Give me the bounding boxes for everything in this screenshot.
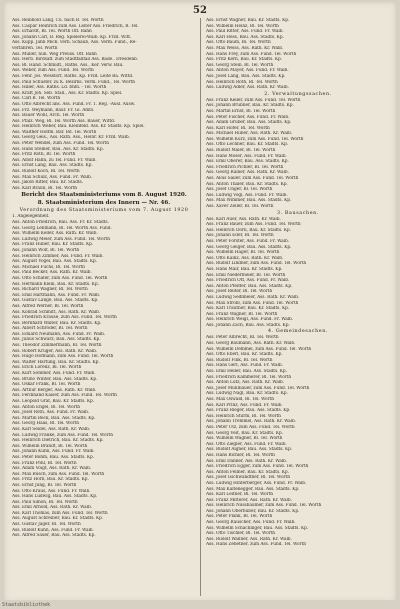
text-line: Ass. Ludwig Sedlmeier, Ass. Rath. Kr. Walb. xyxy=(206,294,300,300)
text-line: Ass. Paul Schuster, zu K. Bezirks. Verm. Fund., Tel. Worth xyxy=(12,79,135,85)
text-line: Ass. Hugo Hofmann, zum Ass. Fund. Tel. Worth xyxy=(12,354,114,360)
text-line: Ass. Franz Wagner, Bl. Tel. Worth xyxy=(206,311,278,317)
text-line: Ass. Ludwig Meier, zum Ass. Fund. Tel. Worth xyxy=(12,236,110,242)
text-line: Ass. Paul Ritter, Ass. Fund. Fr. Walb. xyxy=(206,29,284,35)
text-line: Ass. Anton Thaler, Bau. Kr. Stadts. Kp. xyxy=(206,181,288,187)
text-line: Ass. Alfred Sauer, Bau. Ass. Stadts. Kp. xyxy=(12,533,96,539)
text-line: Ass. Gustav Lange, Bau. Ass. Stadts. Kp. xyxy=(12,298,99,304)
text-line: Ass. Bauer Wohl, Arch. Tel. Worth xyxy=(12,113,85,119)
text-line: Ass. Walter Hartung, Bau. Kr. Stadts. Kp. xyxy=(12,359,100,365)
text-line: Ass. Emil Niedermeier, Bl. Tel. Worth xyxy=(206,272,286,278)
text-line: 1. Angelegenheit. xyxy=(12,214,50,220)
text-line: Ass. Peter Utz, zum Ass. Fund. Tel. Worth xyxy=(206,424,295,430)
text-line: Ass. Heinrich Dorn, Bau. Kr. Stadts. Kp. xyxy=(206,227,291,233)
text-line: Ass. Franz Mitterer, Ass. Rath. Kr. Walb. xyxy=(206,497,292,503)
text-line: Ass. Karl Braun, Bl. Tel. Worth xyxy=(12,185,78,191)
text-line: Ass. Michael Huber, Ass. Rath. Kr. Walb. xyxy=(206,131,293,137)
text-line: Ass. Anton Engel, Bl. Tel. Worth xyxy=(12,404,80,410)
text-line: Ass. Johann Tremmel, Ass. Rath. Kr. Walb. xyxy=(206,419,296,425)
footer-strip xyxy=(0,600,400,609)
text-line: Ass. Fehr. Jos. Wesstorf, Raths. Kp. Frzd. Leite Ba. Wittd. xyxy=(12,73,134,79)
page-number: 52 xyxy=(193,5,207,16)
text-line: Ass. Rudolf Lindner, zum Ass. Fund. Tel. Worth xyxy=(206,261,307,267)
text-line: Ass. Georg Baumann, Ass. Rath. Kr. Walb. xyxy=(206,341,296,347)
text-line: Ass. Ferdinand Kaiser, zum Ass. Fund. Tel. Worth xyxy=(12,393,117,399)
text-line: Ass. Peter Forster, Ass. Fund. Fr. Walb. xyxy=(206,238,289,244)
section-heading: 4. Gemeindesachen. xyxy=(267,329,329,335)
text-line: Ass. Otto Tischler, Bl. Tel. Worth xyxy=(206,531,276,537)
text-line: Ass. Peter Albrecht, Bl. Tel. Worth xyxy=(206,335,279,341)
text-line: Ass. Johann Brunner, Bau. Kr. Stadts. Kp. xyxy=(206,103,294,109)
text-line: Ass. August Schreiber, Bau. Kr. Stadts. Kp. xyxy=(12,516,104,522)
text-line: Ass. Friedrich Ott, Ass. Fund. Fr. Walb. xyxy=(206,278,290,284)
text-line: Ass. Heinrich Weigl, Ass. Fund. Fr. Walb. xyxy=(206,317,294,323)
text-line: Ass. Peter Fischer, Ass. Fund. Fr. Walb. xyxy=(206,114,290,120)
text-line: Ass. Karl Hess, Bau. Ass. Stadts. Kp. xyxy=(206,34,284,40)
text-line: Ass. Georg Geiger, Bau. Ass. Stadts. Kp. xyxy=(206,244,292,250)
text-line: Ass. Kraft Joh. Seb. Stall., Ass. Kr. Stadts. Kp. Spiel. xyxy=(12,90,123,96)
text-line: Ass. Rudolf Aigner, Bau. Ass. Stadts. Kp. xyxy=(206,447,293,453)
text-line: Ass. Otto Schäfer, zum Ass. Fund. Tel. Worth xyxy=(12,275,108,281)
text-line: Ass. Frz. Weymann, Baur. Fr. Gl. Amts. xyxy=(12,107,95,113)
text-line: Ass. Emil Oberer, Bau. Ass. Stadts. Kp. xyxy=(206,159,289,165)
text-line: Ass. Karl Trautner, Bau. Kr. Stadts. Kp. xyxy=(206,306,290,312)
text-line: Ass. Georg Rainer, Ass. Rath. Kr. Walb. xyxy=(206,170,289,176)
text-line: Ass. Rudolf Wallner, Ass. Rath. Kr. Walb. xyxy=(206,536,292,542)
text-line: Ass. Herb. Birdsaff. zum Stadtfallfall Ass. Bade.. Dresdenb. xyxy=(12,57,139,63)
text-line: Ass. Ernst Jung, Bl. Tel. Worth xyxy=(12,482,77,488)
text-line: Ass. Hans Steiner, Bau. Ass. Kr. Stadts. Kp. xyxy=(12,146,104,152)
text-line: Ass. Wilhelm Wagner, Bl. Tel. Worth xyxy=(206,436,283,442)
text-line: Ass. Alfred Werner, Bl. Tel. Worth xyxy=(12,303,84,309)
text-line: Ass. Weber, zum Ass. Fund. Tel. Worth xyxy=(12,68,94,74)
footer-label: Staatsbibliothek xyxy=(2,602,51,608)
text-line: Ass. Friedrich Egger, zum Ass. Fund. Tel. Worth xyxy=(206,464,309,470)
text-line: Ass. Emil Heller, Bau. Ass. Stadts. Kp. xyxy=(206,369,287,375)
text-line: Ass. Otto Albrecht ans. Ass. Fund. Fr. 1. Reg. -Ausl. Ausw. xyxy=(12,101,136,107)
text-line: Ass. Max Wimmer, Bau. Ass. Stadts. Kp. xyxy=(206,198,292,204)
text-line: Ass. Fritz Roth, Bl. Tel. Worth xyxy=(12,152,76,158)
text-line: Ass. Heinrich Dietrich, Bau. Kr. Stadts. Kp. xyxy=(12,438,104,444)
text-line: Ass. Rudolf Kühn, Ass. Fund. Fr. Walb. xyxy=(12,527,94,533)
text-line: Ass. Michael Fuchs, Bl. Tel. Worth xyxy=(12,264,85,270)
text-line: Ass. Xaver Zeller, Bl. Tel. Worth xyxy=(206,204,274,209)
text-line: Ass. Hans Frey, zum Ass. Fund. Tel. Worth xyxy=(206,51,297,57)
text-line: Ass. Albert Schröder, Bl. Tel. Worth xyxy=(12,326,88,332)
text-line: Ass. Peter Böhm, Bau. Ass. Stadts. Kp. xyxy=(12,454,95,460)
text-line: Ass. Emil Hartmann, Ass. Fund. Fr. Walb. xyxy=(12,292,101,298)
text-line: Ass. Gustav Jäger, Bl. Tel. Worth xyxy=(12,522,81,528)
text-line: Ass. Fritz Horn, Bau. Kr. Stadts. Kp. xyxy=(12,477,89,483)
text-line: Ass. Georg Geis., Ass. Rath. Ass., Heinr. Kr. Frzd. Walb. xyxy=(12,135,130,141)
text-line: Ass. Heinrich Sturm, Bl. Tel. Worth xyxy=(206,413,281,419)
text-line: Ass. Josef Reiter, Bl. Tel. Worth xyxy=(206,289,273,295)
text-line: Ass. Carl B. Tel. Worth xyxy=(12,96,61,102)
text-line: Ass. Hiller, Ass. Raths. Ld. bhm. - Tel. Worth xyxy=(12,85,107,91)
text-line: Ass. Emil Arnold, Ass. Rath. Kr. Walb. xyxy=(12,505,93,511)
text-line: Ass. Peter Wendel, zum Ass. Fund. Tel. Worth xyxy=(12,141,109,147)
right-column xyxy=(206,18,390,596)
text-line: Ass. Ernst Lang, Bau. Ass. Stadts. Kp. xyxy=(12,163,93,169)
text-line: Ass. Franz Rieger, Bau. Ass. Stadts. Kp. xyxy=(206,408,291,414)
text-line: Ass. Josef Unger, Bl. Tel. Worth xyxy=(206,187,273,193)
text-line: Ass. Bernhard Walter, Bau. Kr. Stadts. Kp. xyxy=(12,320,102,326)
text-line: Ass. Ludwig Nagl, Bau. Kr. Stadts. Kp. xyxy=(206,391,288,397)
text-line: Ass. Hans Mair, Bau. Kr. Stadts. Kp. xyxy=(206,266,283,272)
text-line: Ass. Wilhelm Heinz, Bl. Tel. Worth xyxy=(206,23,279,29)
text-line: Ass. Heinrich Zimmer, Ass. Fund. Fr. Walb. xyxy=(12,253,104,259)
section-heading: 2. Verwaltungssachen. xyxy=(264,91,332,97)
text-line: Ass. Friedrich Pichler, Bl. Tel. Worth xyxy=(206,164,284,170)
text-line: Ass. Eduard Neumann, Ass. Fund. Fr. Walb. xyxy=(12,331,106,337)
text-line: Ass. Hans Gerl, Ass. Fund. Fr. Walb. xyxy=(206,363,283,369)
left-column xyxy=(12,18,196,596)
text-line: Ass. Wilhelm Schachinger, Bau. Ass. Stadts. Kp. xyxy=(206,525,309,531)
text-line: Ass. Josef Mühlbauer, zum Ass. Fund. Tel. Worth xyxy=(206,385,310,391)
text-line: Ass. Adolf Hahn, zu Tel. Fund. Fr. Walb. xyxy=(12,157,97,163)
text-line: Ass. Kurt Sommer, Ass. Fund. Fr. Walb. xyxy=(12,371,96,377)
text-line: Ass. Otto Eberl, Bau. Kr. Stadts. Kp. xyxy=(206,352,283,358)
text-line: Ass. Georg Veit, Bau. Kr. Stadts. Kp. xyxy=(206,430,283,436)
text-line: Ass. Bl. Hand. Schmidt., Raths. Ass., Ker. Verw. Bau. xyxy=(12,62,124,68)
section-heading: 3. Bausachen. xyxy=(277,210,319,216)
text-line: Ass. Erich Lorenz, Bl. Tel. Worth xyxy=(12,365,82,371)
text-line: Ass. Arthur Berger, Ass. Rath. Kr. Walb. xyxy=(12,387,97,393)
text-line: Ass. Robert Krüger, Ass. Rath. Kr. Walb. xyxy=(12,348,98,354)
text-line: Ass. Johann Eder, Bl. Tel. Worth xyxy=(206,233,274,239)
text-line: Ass. Kupp. Jahn Mick. verh. Schaub, Ass. Verm. Fund., Re- xyxy=(12,40,137,46)
text-line: Ass. Karl Seidel, Ass. Rath. Kr. Walb. xyxy=(12,426,91,432)
text-line: Ass. Paul Simon, Bl. Tel. Worth xyxy=(12,499,78,505)
text-line: Ass. Heinrich Weber, Bau. Kleinfeld. Ass. Kr. Stadts. Kp. Spiel. xyxy=(12,124,145,130)
text-line: Ass. Hans Ludwig, Bau. Ass. Stadts. Kp. xyxy=(12,494,98,500)
text-line: Ass. Rudolf Koch, Bl. Tel. Worth xyxy=(12,169,80,175)
section-heading: Bericht des Staatsministeriums vom 8. August 1920. xyxy=(21,192,187,199)
text-line: Ass. Wilhelm Keller, Ass. Rath. Kr. Walb. xyxy=(12,231,98,237)
text-line: Ass. Richard Wagner, Bl. Tel. Worth xyxy=(12,287,88,293)
text-line: Ass. Josef Roth, Ass. Fund. Fr. Walb. xyxy=(12,410,90,416)
text-line: Ass. Rudolf Fink, Bl. Tel. Worth xyxy=(206,357,273,363)
text-line: Ass. Otto Ziegler, Ass. Fund. Fr. Walb. xyxy=(206,441,287,447)
text-line: Ass. Anton Pfeiffer, Bau. Ass. Stadts. Kp. xyxy=(206,283,293,289)
text-line: Ass. Franz Huber, Bau. Kr. Stadts. Kp. xyxy=(12,242,94,248)
text-line: Ass. Müller, nun. Weg Preuss. Off. Bahn xyxy=(12,51,97,57)
text-line: Ass. Martin Ernst, Bl. Tel. Worth xyxy=(206,108,276,114)
text-line: Ass. Hans Moser, Ass. Fund. Fr. Walb. xyxy=(206,153,287,159)
text-line: Ass. Johann Kuhn, Ass. Fund. Fr. Walb. xyxy=(12,449,95,455)
text-line: Ass. Otto Baum, Bl. Tel. Worth xyxy=(206,40,271,46)
text-line: Ass. Ludwig Adler, Ass. Rath. Kr. Walb. xyxy=(206,85,289,91)
text-line: Ass. Karl Leitner, Bl. Tel. Worth xyxy=(206,492,273,498)
text-line: Ass. Anton Lutz, Ass. Rath. Kr. Walb. xyxy=(206,380,285,386)
text-line: Ass. Paul Becker, Ass. Rath. Kr. Walb. xyxy=(12,270,92,276)
section-heading: 8. Staatsministerium des Innern — Nr. 46. xyxy=(37,200,171,207)
text-line: Ass. Heinrich Nussbaumer, zum Ass. Fund. Tel. Worth xyxy=(206,503,322,509)
text-line: Ass. Wilhelm Brandt, Bl. Tel. Worth xyxy=(12,443,88,449)
text-line: Ass. Max Oswald, Bl. Tel. Worth xyxy=(206,397,274,402)
text-line: Ass. Ernst Wagner, Bau. Kr. Stadts. Kp. xyxy=(206,18,290,23)
text-line: Ass. Reinhold Lang, Cu. nach B. Tel. Worth xyxy=(12,18,104,23)
text-line: Ass. Johann Wolf, Bl. Tel. Worth xyxy=(12,247,80,253)
text-line: Ass. Heinrich Roth, Bl. Tel. Worth xyxy=(206,79,278,85)
column-divider xyxy=(200,18,201,596)
text-line: Ass. Max Schulz, Ass. Fund. Fr. Walb. xyxy=(12,174,93,180)
text-line: Ass. Erhardt, Bl. Tel. Worth Off. Bahn xyxy=(12,29,92,35)
text-line: Ass. Friedrich Kammerer, Bl. Tel. Worth xyxy=(206,374,292,380)
text-line: Ass. Georg Haas, Bl. Tel. Worth xyxy=(12,421,79,427)
text-line: Ass. Konrad Schmitt, Ass. Rath. Kr. Walb. xyxy=(12,309,101,315)
text-line: Ass. Franz Pohl, Bl. Tel. Worth xyxy=(12,460,77,466)
text-line: Ass. Wilhelm Hager, Bl. Tel. Worth xyxy=(206,250,280,256)
document-page xyxy=(4,2,396,602)
text-line: Ass. Pfalz. Weg, Bl. Tel. Worth Ass. Bauer, Wittd. xyxy=(12,118,116,124)
text-line: Ass. Johann Zach, Bau. Ass. Stadts. Kp. xyxy=(206,322,290,328)
text-line: Ass. Jakob Ritter, Bau. Kr. Stadts. xyxy=(12,180,84,186)
text-line: Ass. Oskar Frank, Bl. Tel. Worth xyxy=(12,382,81,388)
text-line: Ass. Julius Schwarz, Bau. Ass. Stadts. Kp. xyxy=(12,337,101,343)
text-line: Ass. Adam Voigt, Ass. Rath. Kr. Walb. xyxy=(12,466,92,472)
text-line: Ass. Emil Danner, Ass. Rath. Kr. Walb. xyxy=(206,458,288,464)
text-line: Ass. Max Weiss, Ass. Rath. Kr. Walb. xyxy=(206,45,284,51)
text-line: Ass. Caspar Heinrich zum Ass. Leiter Ass. Friedrich, B. Tel. xyxy=(12,23,139,29)
text-line: verfahren. Tel. Worth xyxy=(12,45,58,51)
text-line: Ass. Otto Lechner, Bau. Kr. Stadts. Kp. xyxy=(206,142,289,148)
text-line: Ass. Anton Mayer, Ass. Fund. Fr. Walb. xyxy=(206,68,289,74)
text-line: Ass. Anton Friedrich, Bau. Ass. Fr. Kr. Stadts. xyxy=(12,220,109,225)
text-line: Ass. Georg Rauscher, Ass. Fund. Fr. Walb. xyxy=(206,520,296,526)
text-line: Ass. Karl Thomas, zum Ass. Fund. Tel. Worth xyxy=(12,510,108,516)
text-line: Ass. Wilhelm Demmel, zum Ass. Fund. Tel. Worth xyxy=(206,346,312,352)
text-line: Ass. Alois Sailer, zum Ass. Fund. Tel. Worth xyxy=(206,176,299,182)
text-line: Ass. Ludwig Vogl, Ass. Fund. Fr. Walb. xyxy=(206,192,288,198)
text-line: Ass. Georg Lehmann, Bl. Tel. Worth Ass. Fund. xyxy=(12,225,112,231)
text-line: Ass. Max Kaltenegger, Bau. Ass. Stadts. Kp. xyxy=(206,486,300,492)
text-line: Ass. Hans Zehetner, zum Ass. Fund. Tel. Worth xyxy=(206,542,306,548)
text-line: Ass. Franz Bauer, zum Ass. Fund. Tel. Worth xyxy=(206,222,301,228)
text-line: Ass. Karl Auer, Ass. Rath. Kr. Walb. xyxy=(206,216,281,222)
text-line: Ass. Friedrich Krause, zum Ass. Fund. Tel. Worth xyxy=(12,315,117,321)
text-line: Ass. Martin Beck, Bau. Ass. Stadts. Kp. xyxy=(12,415,96,421)
text-line: Ass. Hans Bichler, Bl. Tel. Worth xyxy=(206,452,275,458)
text-line: Ass. Ludwig Franke, zum Ass. Fund. Tel. Worth xyxy=(12,432,113,438)
text-line: Ass. Josef Gschwandtner, Bl. Tel. Worth xyxy=(206,475,290,481)
text-line: Ass. Max Busch, zum Ass. Fund. Tel. Worth xyxy=(12,471,105,477)
text-line: Ass. Walther Hoffm. Bar. Bd. Tel. Worth xyxy=(12,129,97,135)
text-line: Ass. Rudolf Maier, Bl. Tel. Worth xyxy=(206,148,276,154)
text-line: Ass. Adam Gruber, Bau. Ass. Stadts. Kp. xyxy=(206,120,292,126)
text-line: Ass. Johann Carl, B. Reg. Spielerei-Walb. Kp. Frzd. Witt. xyxy=(12,34,132,40)
text-line: Ass. Bruno Winter, Bau. Ass. Stadts. Kp. xyxy=(12,376,98,382)
text-line: Ass. Wilhelm Kurz, zum Ass. Fund. Tel. Worth xyxy=(206,136,304,142)
text-line: Ass. Johann Oberhuber, Bau. Kr. Stadts. Kp. xyxy=(206,508,300,514)
text-line: Ass. Theodor Zimmermann, Bl. Tel. Worth xyxy=(12,343,102,349)
text-line: Ass. Otto Kraus, Ass. Fund. Fr. Walb. xyxy=(12,488,91,494)
text-line: Ass. Karl Prinz, Ass. Fund. Fr. Walb. xyxy=(206,402,283,408)
text-line: Ass. Leopold Graf, Bau. Kr. Stadts. Kp. xyxy=(12,399,95,404)
text-line: Ass. Hermann Klein, Bau. Kr. Stadts. Kp. xyxy=(12,281,99,287)
text-line: Ass. August Vogel, Bau. Ass. Stadts. Kp. xyxy=(12,259,98,265)
text-line: Ass. Otto Kainz, Ass. Rath. Kr. Walb. xyxy=(206,255,284,261)
text-line: Ass. Georg Stein, Bl. Tel. Worth xyxy=(206,62,274,68)
text-line: Ass. Max Strobl, zum Ass. Fund. Tel. Worth xyxy=(206,300,299,306)
text-line: Ass. Josef Lang, Bau. Ass. Stadts. Kp. xyxy=(206,73,286,79)
text-line: Ass. Anton Fellner, Bau. Kr. Stadts. Kp. xyxy=(206,469,289,475)
text-line: Ass. Ludwig Hinterberger, Ass. Fund. Fr. Walb. xyxy=(206,480,307,486)
text-line: Ass. Karl Hofer, Bl. Tel. Worth xyxy=(206,125,270,131)
text-line: Ass. Franz Keller, zum Ass. Fund. Tel. Worth xyxy=(206,97,301,103)
text-line: Ass. Peter Plank, Bl. Tel. Worth xyxy=(206,514,273,520)
section-heading: Verordnung des Staatsministeriums vom 7. August 1920 xyxy=(19,208,189,214)
text-line: Ass. Fritz Kern, Bau. Kr. Stadts. Kp. xyxy=(206,57,283,63)
